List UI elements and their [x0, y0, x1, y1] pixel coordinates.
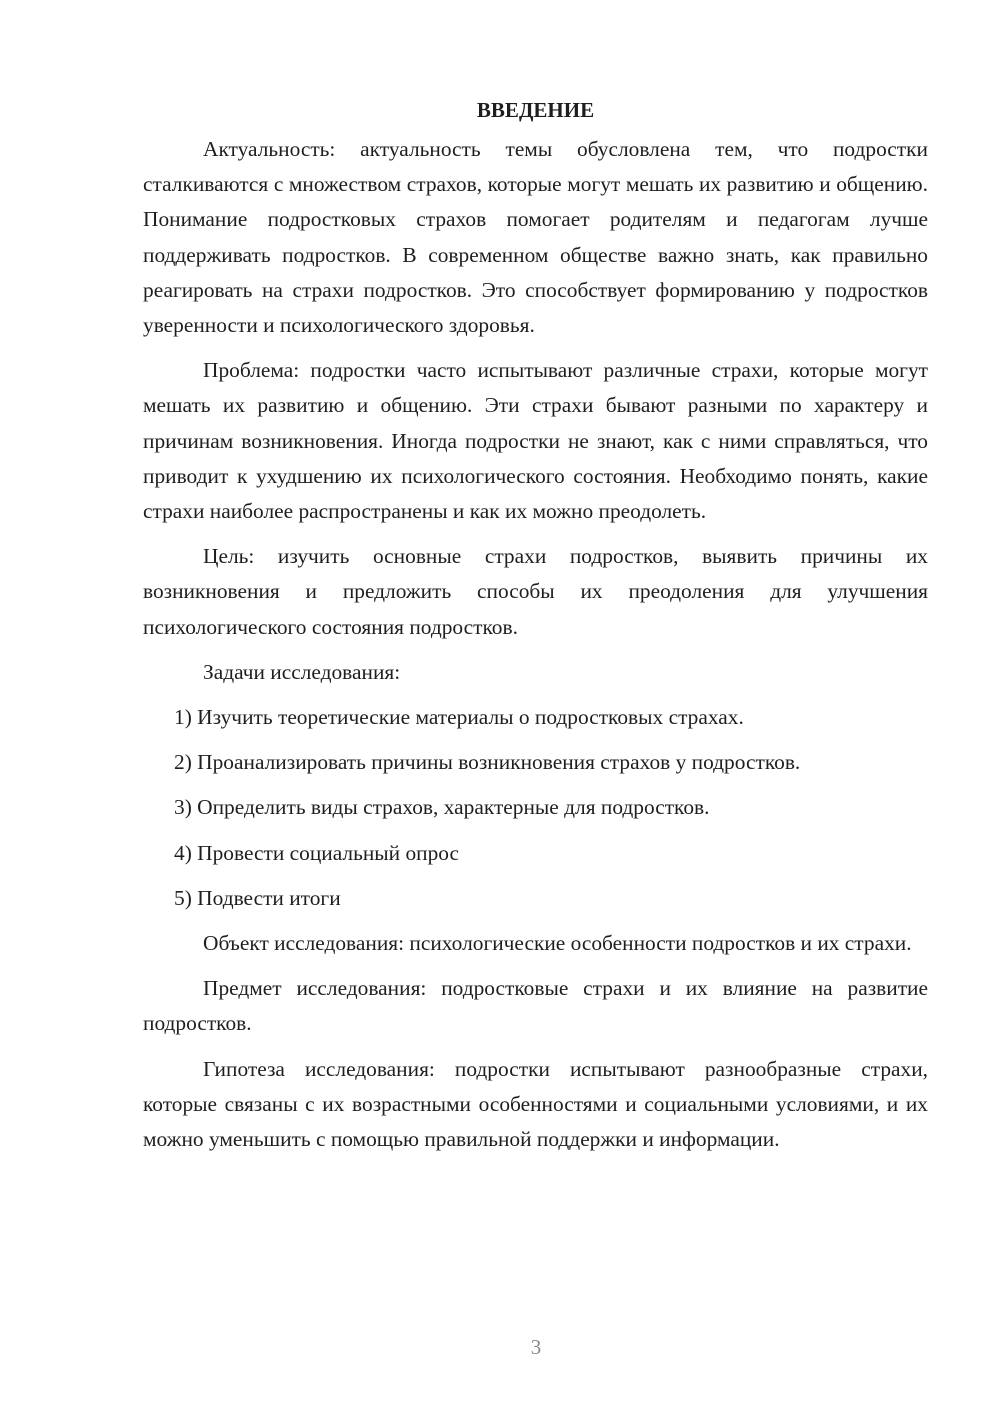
tasks-heading: Задачи исследования:: [203, 659, 401, 684]
task-item-1: 1) Изучить теоретические материалы о подростковых страхах.: [174, 705, 744, 730]
paragraph-goal: Цель: изучить основные страхи подростков, выявить причины их возникновения и предложить способы их преодоления для улучшения психологического состояния подростков.: [143, 544, 928, 639]
task-item-4: 4) Провести социальный опрос: [174, 840, 460, 865]
task-item-2: 2) Проанализировать причины возникновения страхов у подростков.: [174, 750, 801, 775]
paragraph-subject: Предмет исследования: подростковые страхи и их влияние на развитие подростков.: [143, 976, 928, 1036]
paragraph-relevance: Актуальность: актуальность темы обусловлена тем, что подростки сталкиваются с множеством страхов, которые могут мешать их развитию и общению. Понимание подростковых страхов помогает родителям и педагогам лучше поддерживать подростков. В современном обществе важно знать, как правильно реагировать на страхи подростков. Это способствует формированию у подростков уверенности и психологического здоровья.: [143, 137, 928, 338]
task-item-3: 3) Определить виды страхов, характерные для подростков.: [174, 795, 710, 820]
paragraph-object: Объект исследования: психологические особенности подростков и их страхи.: [203, 931, 912, 956]
paragraph-hypothesis: Гипотеза исследования: подростки испытывают разнообразные страхи, которые связаны с их возрастными особенностями и социальными условиями, и их можно уменьшить с помощью правильной поддержки и информации.: [143, 1056, 928, 1152]
page-title: ВВЕДЕНИЕ: [476, 98, 595, 122]
task-item-5: 5) Подвести итоги: [174, 885, 341, 910]
page-content: [143, 96, 928, 1157]
paragraph-problem: Проблема: подростки часто испытывают различные страхи, которые могут мешать их развитию и общению. Эти страхи бывают разными по характеру и причинам возникновения. Иногда подростки не знают, как с ними справляться, что приводит к ухудшению их психологического состояния. Необходимо понять, какие страхи наиболее распространены и как их можно преодолеть.: [143, 358, 928, 524]
page-number: 3: [530, 1335, 542, 1359]
